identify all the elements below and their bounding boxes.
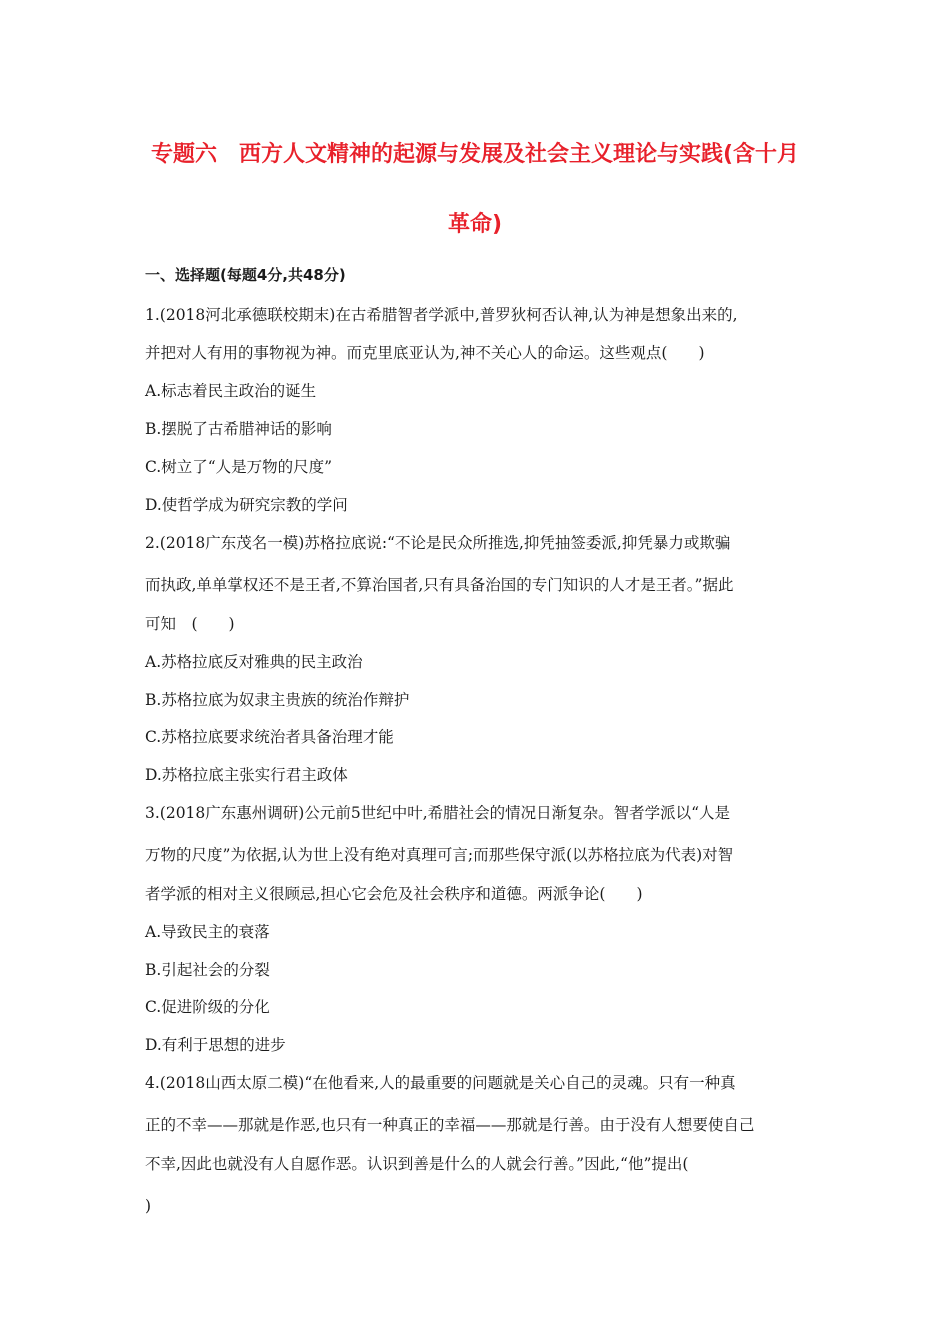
question-4-stem-line-3: 不幸,因此也就没有人自愿作恶。认识到善是什么的人就会行善。”因此,“他”提出(	[145, 1155, 689, 1173]
question-1-option-d: D.使哲学成为研究宗教的学问	[145, 496, 348, 514]
question-2-stem-line-1: 2.(2018广东茂名一模)苏格拉底说:“不论是民众所推选,抑凭抽签委派,抑凭暴力或欺骗	[145, 534, 731, 552]
question-3-option-d: D.有利于思想的进步	[145, 1036, 286, 1054]
question-4-stem-line-1: 4.(2018山西太原二模)“在他看来,人的最重要的问题就是关心自己的灵魂。只有一种真	[145, 1074, 736, 1092]
question-3-stem-line-1: 3.(2018广东惠州调研)公元前5世纪中叶,希腊社会的情况日渐复杂。智者学派以“人是	[145, 804, 731, 822]
question-2-option-c: C.苏格拉底要求统治者具备治理才能	[145, 728, 394, 746]
question-1-option-b: B.摆脱了古希腊神话的影响	[145, 420, 332, 438]
question-2-option-b: B.苏格拉底为奴隶主贵族的统治作辩护	[145, 691, 410, 709]
question-2-stem-line-3: 可知 ( )	[145, 615, 235, 633]
question-1-stem-line-2: 并把对人有用的事物视为神。而克里底亚认为,神不关心人的命运。这些观点( )	[145, 344, 705, 362]
question-3-stem-line-3: 者学派的相对主义很顾忌,担心它会危及社会秩序和道德。两派争论( )	[145, 885, 643, 903]
question-4-stem-line-4: )	[145, 1197, 152, 1215]
question-3-option-a: A.导致民主的衰落	[145, 923, 270, 941]
question-1-stem-line-1: 1.(2018河北承德联校期末)在古希腊智者学派中,普罗狄柯否认神,认为神是想象出来的,	[145, 306, 738, 324]
question-2-option-d: D.苏格拉底主张实行君主政体	[145, 766, 348, 784]
section-heading: 一、选择题(每题4分,共48分)	[145, 266, 346, 284]
question-2-stem-line-2: 而执政,单单掌权还不是王者,不算治国者,只有具备治国的专门知识的人才是王者。”据此	[145, 576, 734, 594]
page-title-line-1: 专题六 西方人文精神的起源与发展及社会主义理论与实践(含十月	[150, 142, 800, 167]
question-4-stem-line-2: 正的不幸——那就是作恶,也只有一种真正的幸福——那就是行善。由于没有人想要使自己	[145, 1116, 755, 1134]
question-1-option-a: A.标志着民主政治的诞生	[145, 382, 317, 400]
question-3-option-c: C.促进阶级的分化	[145, 998, 270, 1016]
question-1-option-c: C.树立了“人是万物的尺度”	[145, 458, 333, 476]
question-3-stem-line-2: 万物的尺度”为依据,认为世上没有绝对真理可言;而那些保守派(以苏格拉底为代表)对智	[145, 846, 734, 864]
question-2-option-a: A.苏格拉底反对雅典的民主政治	[145, 653, 363, 671]
page-title-line-2: 革命)	[447, 212, 503, 237]
question-3-option-b: B.引起社会的分裂	[145, 961, 270, 979]
